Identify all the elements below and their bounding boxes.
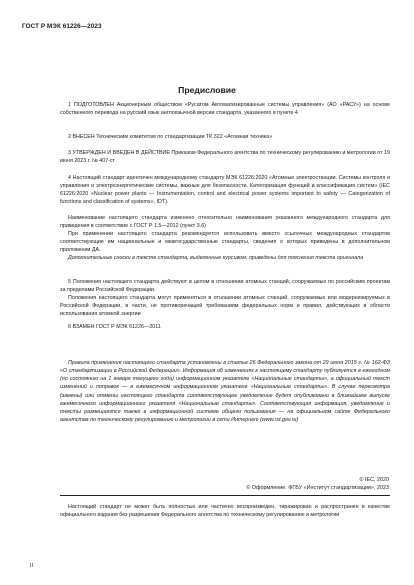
paragraph-name-changed: Наименование настоящего стандарта изменено относительно наименования указанного международного стандарта для приведения в соответствие с ГОСТ Р 1.5—2012 (пункт 3.6)	[60, 215, 390, 230]
paragraph-references: При применении настоящего стандарта рекомендуется использовать вместо ссылочных международных стандартов соответствующие им национальные и межгосударственные стандарты, сведения о которых приведены в дополнительном приложении ДА.	[60, 231, 390, 254]
page-number: II	[30, 563, 34, 569]
paragraph-prepared-by: 1 ПОДГОТОВЛЕН Акционерным обществом «Русатом Автоматизированные системы управления» (АО «РАСУ») на основе собственного перевода на русский язык англоязычной версии стандарта, указанного в пункте 4	[60, 102, 390, 117]
paragraph-application-rules: Правила применения настоящего стандарта установлены в статье 26 Федерального закона от 29 июня 2015 г. № 162-ФЗ «О стандартизации в Российской Федерации». Информация об изменениях к настоящему стандарту публикуется в ежегодном (по состоянию на 1 января текущего года) информационном указателе «Национальные стандарты», а официальный текст изменений и поправок — в ежемесячном информационном указателе «Национальные стандарты». В случае пересмотра (замены) или отмены настоящего стандарта соответствующее уведомление будет опубликовано в ближайшем выпуске ежемесячного информационного указателя «Национальные стандарты». Соответствующая информация, уведомление и тексты размещаются также в информационной системе общего пользования — на официальном сайте Федерального агентства по техническому регулированию и метрологии в сети Интернет (www.rst.gov.ru)	[60, 360, 390, 424]
copyright-iec: © IEC, 2020	[359, 477, 389, 483]
paragraph-identical-standard: 4 Настоящий стандарт идентичен международному стандарту МЭК 61226:2020 «Атомные электростанции. Системы контроля и управления и электроэнергетические системы, важные для безопасности. Категоризация функций и классификация систем» (IEC 61226:2020 «Nuclear power plants — Instrumentation, control and electrical power systems important to safety — Categorization of functions and classification of systems», IDT).	[60, 175, 390, 206]
page-title: Предисловие	[178, 85, 236, 95]
divider	[60, 495, 390, 496]
paragraph-scope-russia: Положения настоящего стандарта могут применяться в отношении атомных станций, сооружаемых или модернизируемых в Российской Федерации, в части, не противоречащей требованиям федеральных норм и правил, действующих в области использования атомной энергии	[60, 295, 390, 318]
document-header: ГОСТ Р МЭК 61226—2023	[22, 23, 102, 30]
paragraph-reproduction-notice: Настоящий стандарт не может быть полностью или частично воспроизведен, тиражирован и распространен в качестве официального издания без разрешения Федерального агентства по техническому регулированию и метрологии	[60, 504, 390, 519]
paragraph-introduced-by: 2 ВНЕСЕН Техническим комитетом по стандартизации ТК 322 «Атомная техника»	[68, 134, 273, 140]
paragraph-replaces: 6 ВЗАМЕН ГОСТ Р МЭК 61226—2011	[68, 324, 161, 330]
paragraph-footnotes-note: Дополнительные сноски в тексте стандарта, выделенные курсивом, приведены для пояснения текста оригинала	[68, 255, 364, 261]
paragraph-scope-abroad: 5 Положения настоящего стандарта действуют в целом в отношении атомных станций, сооружаемых по российским проектам за пределами Российской Федерации.	[60, 279, 390, 294]
copyright-design: © Оформление. ФГБУ «Институт стандартизации», 2023	[246, 485, 389, 491]
paragraph-approved: 3 УТВЕРЖДЕН И ВВЕДЕН В ДЕЙСТВИЕ Приказом Федерального агентства по техническому регулированию и метрологии от 19 июня 2023 г. № 407-ст	[60, 150, 390, 165]
